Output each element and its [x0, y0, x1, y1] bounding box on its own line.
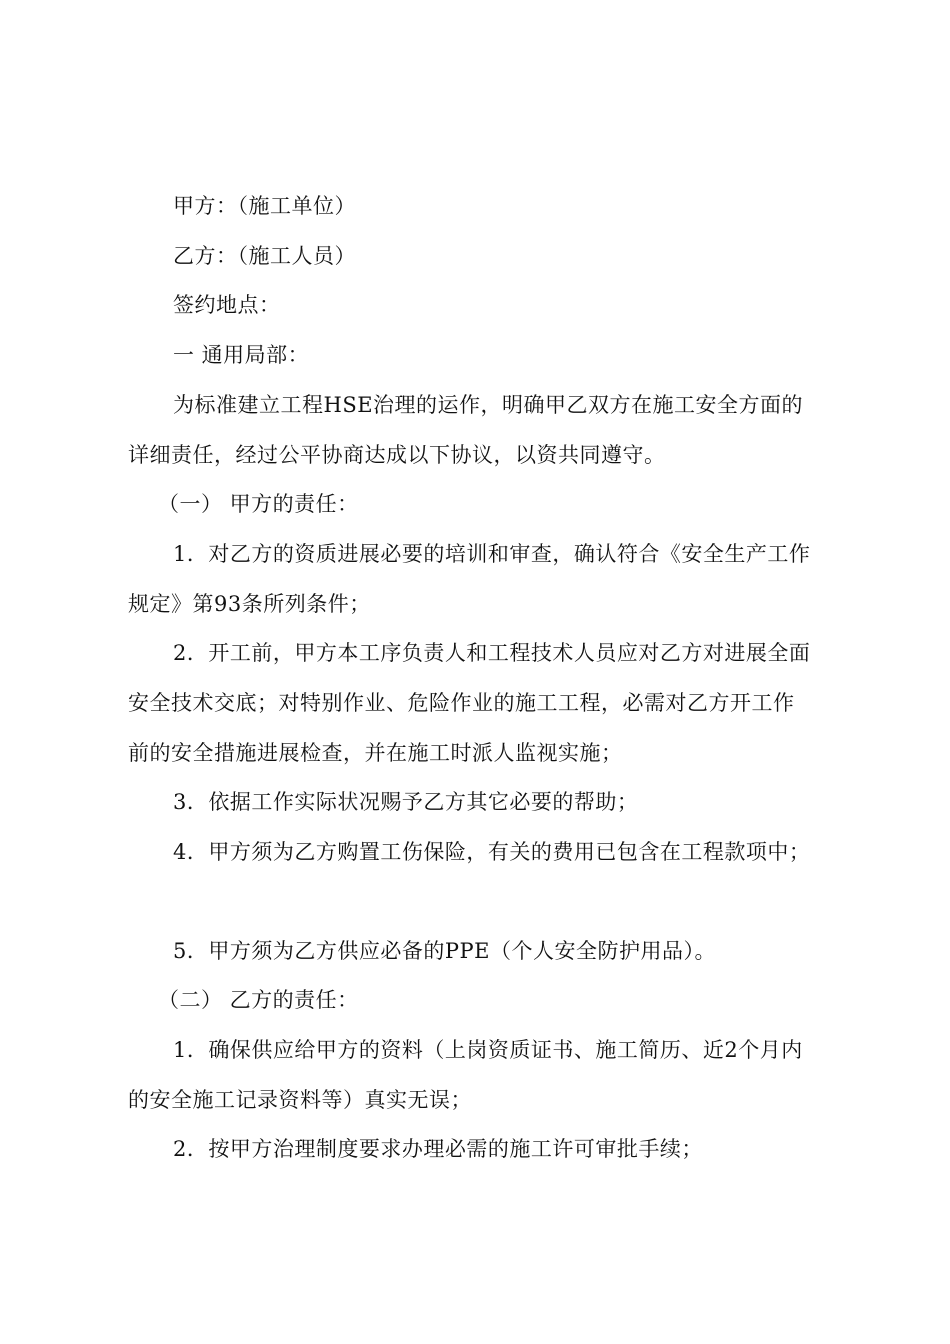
- party-a-item-5: 5．甲方须为乙方供应必备的PPE（个人安全防护用品）。: [173, 939, 716, 963]
- party-a-item-3: 3．依据工作实际状况赐予乙方其它必要的帮助；: [173, 790, 639, 814]
- party-a-item-1-line-2: 规定》第93条所列条件；: [128, 592, 371, 616]
- party-a-item-2-line-2: 安全技术交底；对特别作业、危险作业的施工工程，必需对乙方开工作: [128, 691, 795, 715]
- party-a-item-2-line-3: 前的安全措施进展检查，并在施工时派人监视实施；: [128, 741, 623, 765]
- signing-place-line: 签约地点：: [173, 293, 281, 317]
- party-b-duties-title: （二） 乙方的责任：: [158, 988, 359, 1012]
- party-a-item-1-line-1: 1．对乙方的资质进展必要的培训和审查，确认符合《安全生产工作: [173, 542, 811, 566]
- party-b-item-2: 2．按甲方治理制度要求办理必需的施工许可审批手续；: [173, 1137, 703, 1161]
- intro-paragraph-line-2: 详细责任，经过公平协商达成以下协议，以资共同遵守。: [128, 443, 666, 467]
- party-b-item-1-line-1: 1．确保供应给甲方的资料（上岗资质证书、施工简历、近2个月内: [173, 1038, 803, 1062]
- intro-paragraph-line-1: 为标准建立工程HSE治理的运作，明确甲乙双方在施工安全方面的: [173, 393, 804, 417]
- party-a-line: 甲方：（施工单位）: [173, 194, 356, 218]
- party-b-line: 乙方：（施工人员）: [173, 244, 356, 268]
- party-b-item-1-line-2: 的安全施工记录资料等）真实无误；: [128, 1088, 472, 1112]
- party-a-item-4: 4．甲方须为乙方购置工伤保险，有关的费用已包含在工程款项中；: [173, 840, 811, 864]
- party-a-item-2-line-1: 2．开工前，甲方本工序负责人和工程技术人员应对乙方对进展全面: [173, 641, 811, 665]
- section-general-title: 一 通用局部：: [173, 343, 310, 367]
- party-a-duties-title: （一） 甲方的责任：: [158, 492, 359, 516]
